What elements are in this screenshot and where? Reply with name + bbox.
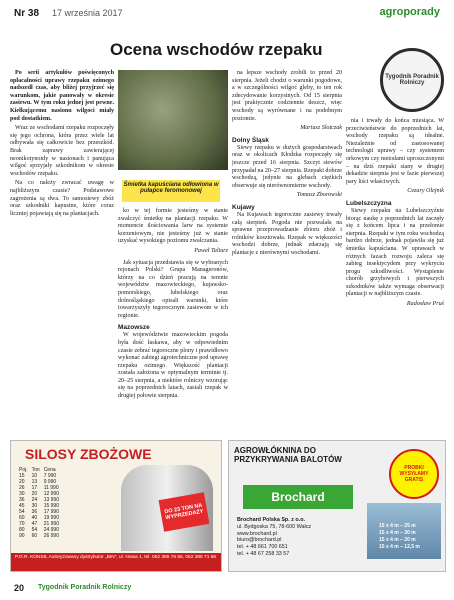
cell: 13 (31, 479, 38, 485)
address-line: Brochard Polska Sp. z o.o. (237, 517, 305, 523)
column-4 (346, 118, 444, 313)
agrowloknina-advert[interactable] (228, 440, 446, 572)
author-signature: Radosław Pruś (406, 301, 444, 308)
column-2 (118, 208, 228, 403)
cell: 10 (31, 473, 38, 479)
cell: 30 (19, 491, 25, 497)
size-item: 15 x 4 m – 20 m (379, 537, 416, 543)
page-footer (0, 575, 454, 600)
paragraph: Na Kujawach tegoroczne zasiewy trwały całą sierpień. Pogoda nie pozwalała na sprawne przeprowadzanie zbioru zbóż i rolników kosztowała. Rzepak w większości wschodzi dobrze, jednak zdarzają się plantacje z nierównymi wschodami. (232, 211, 342, 256)
cell: 90 (19, 533, 25, 539)
cell: 26 (19, 485, 25, 491)
column-1 (10, 70, 114, 220)
phone-line: tel. + 48 661 700 651 (237, 544, 288, 551)
paragraph: Wraz ze wschodami rzepaku rozpoczęły się jego ochrona, która przez wiele lat odbywała się całkowicie bez przeszkód. Brak zaprawy zawierającej neonikotynoidy w nasionach i panująca wilgoć sprzyjały szkodnikom w okresie wschodów rzepaku. (10, 125, 114, 177)
cell: 17 990 (43, 509, 59, 515)
cell: 9 990 (43, 479, 57, 485)
advert-title: SILOSY ZBOŻOWE (25, 446, 152, 462)
paragraph: ko w tej formie jesteśmy w stanie zwalczyć śmietkę na plantacji rzepaku. W momencie ilościowania larw na systemie korzeniowym, nie jesteśmy już w stanie uzyskać wysokiego poziomu zwalczania. (118, 208, 228, 245)
cell: 17 (31, 485, 38, 491)
lead-paragraph: Po serii artykułów poświęconych opłacalności uprawy rzepaku ozimego nadszedł czas, aby bliżej przyjrzeć się warunkom, jakie panowały w okresie zasiewu. W tym roku jednej jest pewne. Kiełkującemu nasionu wilgoci miały pod dostatkiem. (10, 70, 114, 122)
section-heading-kujawy: Kujawy (232, 203, 255, 211)
advert-title: AGROWŁÓKNINA DO PRZYKRYWANIA BALOTÓW (234, 446, 342, 464)
promo-badge: DO 23 TON NA WYPRZEDAŻY (159, 492, 210, 532)
silos-advert[interactable] (10, 440, 222, 572)
cell: 80 (19, 527, 25, 533)
cell: 60 (31, 533, 38, 539)
paragraph: nia i trwały do końca miesiąca. W przeciwieństwie do poprzednich lat, wschody rzepaku są idealne. Niezależnie od zastosowanej technologii uprawy – czy systemem orkowym czy metodami uproszczonymi – na dziś rzepaki siany w drugiej dekadzie sierpnia jest w fazie pierwszej pary liści właściwych. (346, 118, 444, 185)
cell: 15 990 (43, 503, 59, 509)
advert-contact: P.O.R. KONSIL Autoryzowany dystrybutor „BIN”, ul. Nowa 1, tel. 052 385 76 66, 052 385 71 56 (11, 553, 221, 571)
photo-caption: Śmietka kapuściana odłowiona w pułapce feromonowej (122, 180, 220, 202)
cell: 7 990 (43, 473, 57, 479)
table-row (17, 533, 61, 539)
cell: 13 990 (43, 497, 59, 503)
section-heading-mazowsze: Mazowsze (118, 324, 150, 332)
address-line: ul. Bydgoska 75, 78-600 Wałcz (237, 523, 312, 530)
cell: 15 (19, 473, 25, 479)
advert-address (237, 517, 311, 558)
cell: 60 (19, 515, 25, 521)
section-heading-lubelszczyzna: Lubelszczyzna (346, 199, 392, 207)
cell: 54 (19, 509, 25, 515)
paragraph: na lepsze wschody zrobili to przed 20 sierpnia. Jeżeli chodzi o warunki pogodowe, a w szczególności wilgoć gleby, to ten rok zdecydowanie korzystnych. Od 15 sierpnia jest praktycznie codziennie deszcz, więc wschody są wyrównane i na podobnym poziomie. (232, 70, 342, 122)
cell: 24 990 (43, 527, 59, 533)
author-signature: Tomasz Zborowski (296, 192, 342, 199)
cell: 20 (19, 479, 25, 485)
paragraph: Siewy rzepaku w dużych gospodarstwach oraz w okolicach Kłodzka rozpoczęły się jeszcze przed 16 sierpnia. Szczyt siewów przypadał na 20–27 sierpnia. Rzepaki dobrze wschodzą, jedynie na glebach ciężkich obserwuje się nierównomierne wschody. (232, 144, 342, 189)
free-samples-badge: PROBKI WYSYŁAMY GRATIS (389, 449, 439, 499)
cell: 47 (31, 521, 38, 527)
size-list (379, 523, 420, 551)
magazine-name: Tygodnik Poradnik Rolniczy (38, 584, 132, 591)
brand-logo: Brochard (243, 485, 353, 509)
size-item: 15 x 4 m – 25 m (379, 523, 416, 529)
table-header: Cena (43, 467, 56, 473)
cell: 40 (31, 515, 38, 521)
cell: 24 (31, 497, 38, 503)
author-signature: Mariusz Slotczak (300, 125, 342, 132)
column-3 (232, 70, 342, 259)
cell: 21 990 (43, 521, 59, 527)
size-item: 15 x 4 m – 12,5 m (379, 544, 420, 550)
author-signature: Cezary Olejnik (407, 188, 444, 195)
cell: 11 990 (43, 485, 59, 491)
page-number: 20 (14, 583, 25, 593)
cell: 26 990 (43, 533, 59, 539)
cell: 36 (19, 497, 25, 503)
tpr-seal-icon (380, 48, 444, 112)
author-signature: Paweł Taliarz (194, 247, 228, 254)
section-logo: agroporady (379, 6, 440, 18)
cell: 20 (31, 491, 38, 497)
page-header (0, 0, 454, 24)
paragraph: Siewy rzepaku na Lubelszczyźnie biorąc naukę z poprzednich lat zaczęły się z końcem lipca i na przełomie sierpnia. Rzepaki w tym roku wschodzą bardzo dobrze, jednak pojawiła się już śmietka kapuściana. W uprawach w różnych fazach rozwoju zaleca się zabieg insektycydem przy wykryciu progu szkodliwości. Wystąpienie chorób grzybowych i pierwszych szkodników także wymaga obserwacji plantacji w najbliższym czasie. (346, 207, 444, 298)
cell: 54 (31, 527, 38, 533)
cell: 70 (19, 521, 25, 527)
paragraph: Jak sytuacja przedstawia się w wybranych rejonach Polski? Grupa Manageronów, którzy na co dzień pracują na terenie województw mazowieckiego, kujawsko-pomorskiego, lubelskiego oraz dolnośląskiego opisali warunki, które towarzyszyły tegorocznym zasiewom w ich regionie. (118, 259, 228, 319)
email-link[interactable]: biuro@brochard.pl (237, 537, 282, 544)
section-heading-dolny-slask: Dolny Śląsk (232, 136, 269, 144)
pest-trap-photo (118, 70, 228, 170)
table-header: Ton (31, 467, 40, 473)
size-item: 15 x 4 m – 30 m (379, 530, 416, 536)
cell: 19 990 (43, 515, 59, 521)
paragraph: Na co należy zwracać uwagę w najbliższym czasie? Podstawowe zagrożenia są dwa. To samosiewy zbóż oraz szkodniki kapustne, które coraz liczniej pojawiają się na plantacjach. (10, 180, 114, 217)
seal-text: Tygodnik Poradnik Rolniczy (385, 74, 439, 86)
price-table (17, 467, 61, 539)
website-link[interactable]: www.brochard.pl (237, 530, 277, 537)
article-title: Ocena wschodów rzepaku (110, 40, 323, 59)
paragraph: W województwie mazowieckim pogoda była dość łaskawa, aby w odpowiednim czasie zebrać tegoroczne plony i prawidłowo wykonać zabiegi agrotechniczne pod uprawę rzepaku ozimego. Większość plantacji została założona w optymalnym terminie tj. 20–25 sierpnia, a niektóre rolniczy wzorując się na poprzednich latach, zasiali rzepak w drugiej połowie sierpnia. (118, 332, 228, 400)
table-header: Poj. (19, 467, 28, 473)
phone-line: tel. + 48 67 258 33 57 (237, 550, 290, 557)
cell: 45 (19, 503, 25, 509)
issue-date: 17 września 2017 (52, 8, 123, 18)
cell: 30 (31, 503, 38, 509)
cell: 36 (31, 509, 38, 515)
issue-number: Nr 38 (14, 8, 40, 19)
cell: 12 990 (43, 491, 59, 497)
